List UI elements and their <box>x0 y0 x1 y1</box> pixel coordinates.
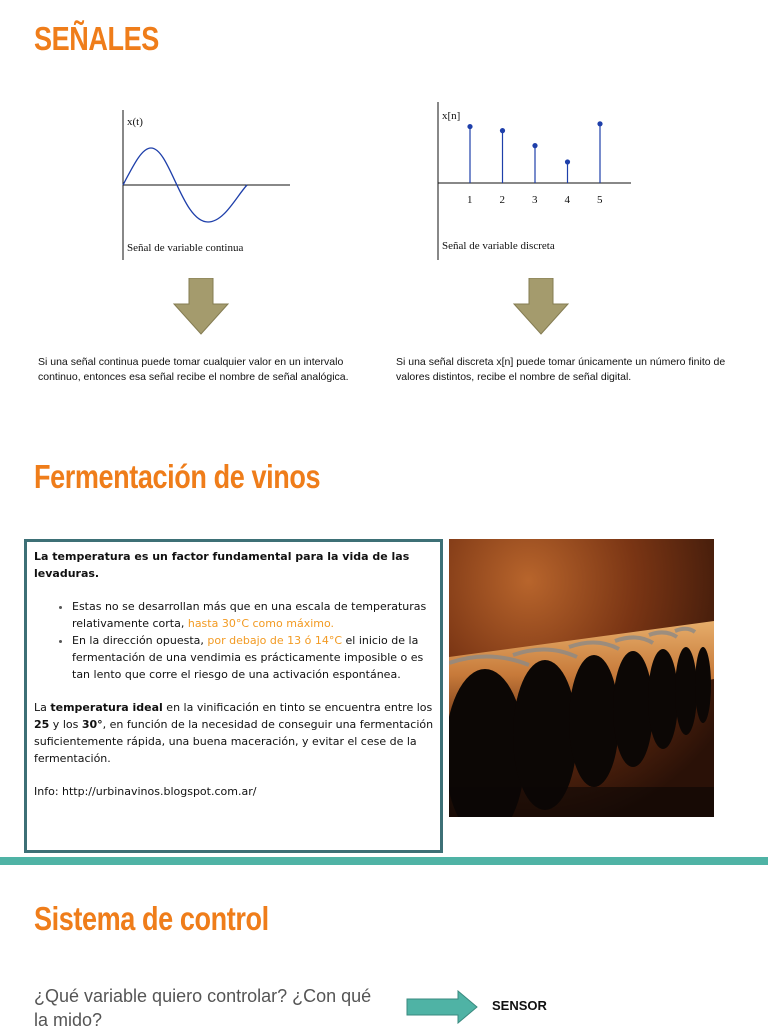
discrete-signal-graph <box>432 100 634 262</box>
section-divider <box>0 857 768 865</box>
stem-point <box>532 143 537 148</box>
section-title-fermentacion: Fermentación de vinos <box>34 458 321 495</box>
tick-label: 3 <box>532 194 538 206</box>
sensor-label: SENSOR <box>492 998 547 1013</box>
list-item <box>72 598 440 632</box>
continuous-y-label: x(t) <box>127 116 143 128</box>
analog-signal-description: Si una señal continua puede tomar cualquier valor en un intervalo continuo, entonces esa señal recibe el nombre de señal analógica. <box>38 356 349 383</box>
section-title-sistema-control: Sistema de control <box>34 900 269 937</box>
stem-point <box>565 159 570 164</box>
list-item <box>72 632 440 683</box>
ideal-temperature-paragraph <box>34 699 440 767</box>
down-arrow-icon <box>172 278 230 336</box>
fermentation-info-box <box>24 539 443 853</box>
section-title-senales: SEÑALES <box>34 20 159 57</box>
info-lead: La temperatura es un factor fundamental para la vida de las levaduras. <box>34 550 410 580</box>
wine-barrels-photo <box>449 539 714 817</box>
highlight-text: hasta 30°C como máximo. <box>187 617 335 630</box>
tick-label: 4 <box>564 194 570 206</box>
tick-label: 1 <box>467 194 473 206</box>
digital-signal-description: Si una señal discreta x[n] puede tomar únicamente un número finito de valores distintos, recibe el nombre de señal digital. <box>396 356 726 383</box>
para-text: La <box>34 701 51 714</box>
info-source: Info: http://urbinavinos.blogspot.com.ar/ <box>34 785 257 798</box>
para-text: , en función de la necesidad de conseguir una fermentación suficientemente rápida, una buena maceración, y evitar el cese de la fermentación. <box>34 718 434 765</box>
stem-point <box>597 121 602 126</box>
right-arrow-icon <box>406 990 478 1024</box>
discrete-y-label: x[n] <box>442 110 461 122</box>
bold-text: temperatura ideal <box>50 701 163 714</box>
stem-point <box>467 124 472 129</box>
down-arrow-icon <box>512 278 570 336</box>
control-question: ¿Qué variable quiero controlar? ¿Con qué la mido? <box>34 986 372 1030</box>
para-text: y los <box>49 718 82 731</box>
tick-label: 5 <box>597 194 603 206</box>
bold-text: 25 <box>34 718 50 731</box>
discrete-caption: Señal de variable discreta <box>442 240 555 252</box>
bold-text: 30° <box>81 718 103 731</box>
stem-point <box>500 128 505 133</box>
highlight-text: por debajo de 13 ó 14°C <box>207 634 343 647</box>
bullet-text: Estas no se desarrollan más que en una escala de temperaturas relativamente corta, <box>72 600 427 630</box>
tick-label: 2 <box>499 194 505 206</box>
continuous-caption: Señal de variable continua <box>127 242 244 254</box>
info-bullet-list <box>34 598 440 683</box>
continuous-signal-graph <box>112 100 308 262</box>
bullet-text: el inicio de la fermentación de una vendimia es prácticamente imposible o es tan lento que corre el riesgo de una activación espontánea. <box>72 634 424 681</box>
para-text: en la vinificación en tinto se encuentra entre los <box>162 701 433 714</box>
bullet-text: En la dirección opuesta, <box>72 634 208 647</box>
